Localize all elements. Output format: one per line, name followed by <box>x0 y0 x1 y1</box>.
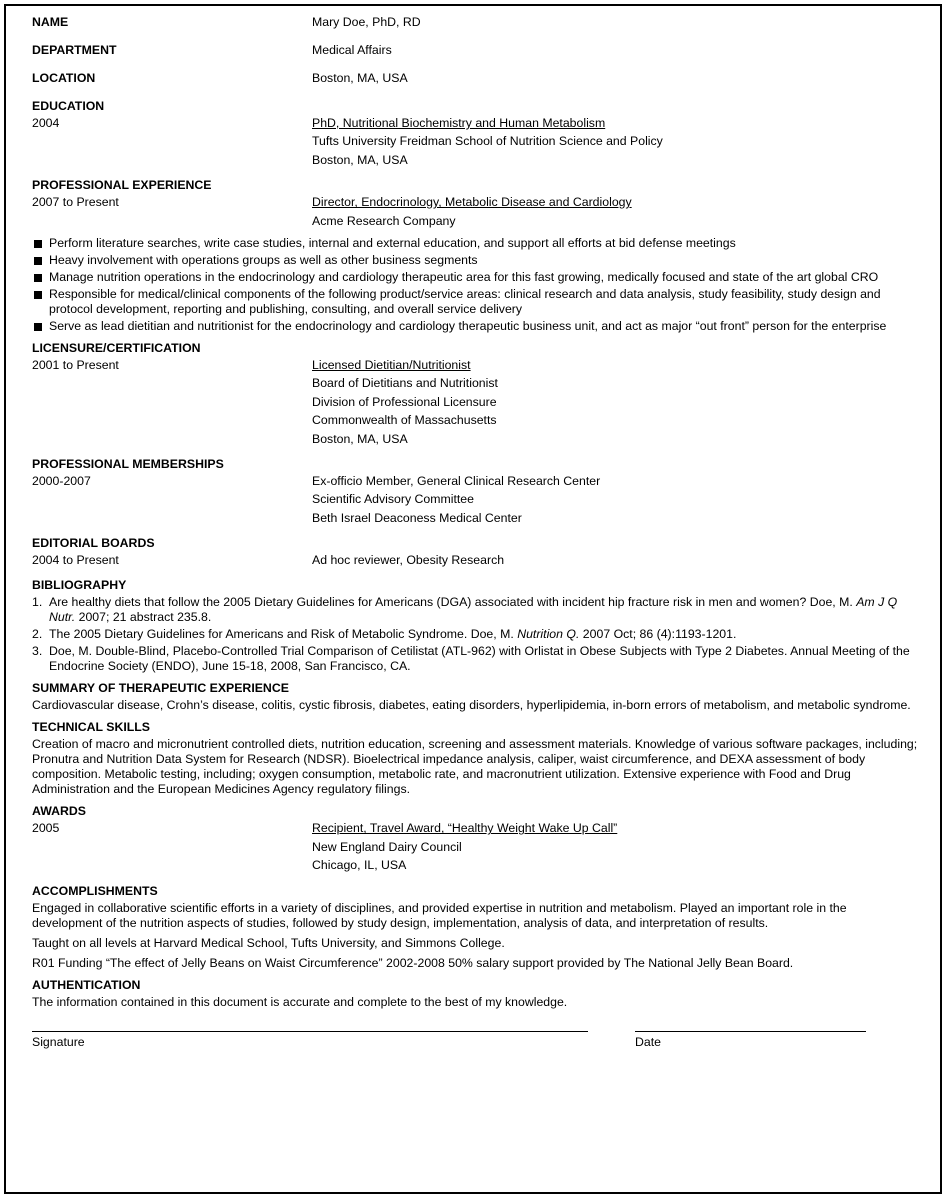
editorial-heading: EDITORIAL BOARDS <box>32 536 155 551</box>
authentication-text: The information contained in this document is accurate and complete to the best of my knowledge. <box>32 994 568 1009</box>
skills-heading: TECHNICAL SKILLS <box>32 720 150 735</box>
authentication-section <box>32 978 918 1063</box>
name-value: Mary Doe, PhD, RD <box>312 15 421 29</box>
memberships-section <box>32 457 918 529</box>
education-degree: PhD, Nutritional Biochemistry and Human Metabolism <box>312 116 606 130</box>
licensure-line: Boston, MA, USA <box>312 431 408 446</box>
experience-title: Director, Endocrinology, Metabolic Disease and Cardiology <box>312 195 632 210</box>
awards-details <box>312 821 918 876</box>
editorial-details <box>312 553 918 571</box>
list-item <box>32 253 918 268</box>
experience-bullets <box>32 236 918 334</box>
bib-text: Doe, M. Double-Blind, Placebo-Controlled Trial Comparison of Cetilistat (ATL-962) with Orlistat in Obese Subjects with Type 2 Diabetes. Annual Meeting of the Endocrine Society (ENDO), June 15-18, 2008, San Francisco, CA. <box>49 644 910 674</box>
awards-line: Chicago, IL, USA <box>312 858 407 873</box>
memberships-details <box>312 474 918 529</box>
memberships-title: Ex-officio Member, General Clinical Research Center <box>312 473 601 488</box>
education-section <box>32 99 918 171</box>
name-label: NAME <box>32 15 69 29</box>
therapeutic-text: Cardiovascular disease, Crohn’s disease, colitis, cystic fibrosis, diabetes, eating disorders, hyperlipidemia, in-born errors of metabolism, and metabolic syndrome. <box>32 698 911 713</box>
awards-date: 2005 <box>32 821 60 836</box>
bib-text: Are healthy diets that follow the 2005 Dietary Guidelines for Americans (DGA) associated with incident hip fracture risk in men and women? Doe, M. <box>49 595 853 610</box>
bullet-text: Responsible for medical/clinical components of the following product/service areas: clinical research and data analysis, study feasibility, study design and protocol development, reporting and publishing, consulting, and overall service delivery <box>49 286 881 316</box>
list-item <box>32 627 918 642</box>
list-item <box>32 270 918 285</box>
bib-journal: Nutrition Q. <box>517 627 580 642</box>
accomplishment-paragraph: R01 Funding “The effect of Jelly Beans on Waist Circumference” 2002-2008 50% salary support provided by The National Jelly Bean Board. <box>32 955 794 970</box>
department-label: DEPARTMENT <box>32 43 117 57</box>
licensure-line: Division of Professional Licensure <box>312 394 497 409</box>
list-item <box>32 319 918 334</box>
experience-heading: PROFESSIONAL EXPERIENCE <box>32 178 212 193</box>
bullet-icon <box>34 240 42 248</box>
bib-number: 3. <box>32 644 43 659</box>
bibliography-heading: BIBLIOGRAPHY <box>32 578 127 593</box>
editorial-entry <box>32 553 918 571</box>
education-details <box>312 116 918 171</box>
licensure-line: Commonwealth of Massachusetts <box>312 413 497 428</box>
location-row <box>32 71 918 86</box>
bullet-text: Heavy involvement with operations groups as well as other business segments <box>49 252 478 267</box>
editorial-section <box>32 536 918 571</box>
bullet-text: Perform literature searches, write case studies, internal and external education, and support all efforts at bid defense meetings <box>49 235 736 250</box>
awards-heading: AWARDS <box>32 804 86 819</box>
education-location: Boston, MA, USA <box>312 152 408 167</box>
licensure-section <box>32 341 918 450</box>
experience-entry <box>32 195 918 232</box>
awards-title: Recipient, Travel Award, “Healthy Weight Wake Up Call” <box>312 821 618 836</box>
editorial-title: Ad hoc reviewer, Obesity Research <box>312 553 505 568</box>
education-heading: EDUCATION <box>32 99 105 113</box>
memberships-date: 2000-2007 <box>32 473 91 488</box>
education-entry <box>32 116 918 171</box>
licensure-details <box>312 358 918 450</box>
education-date: 2004 <box>32 116 60 130</box>
cv-content <box>6 6 918 1063</box>
education-school: Tufts University Freidman School of Nutrition Science and Policy <box>312 134 663 149</box>
experience-details <box>312 195 918 232</box>
licensure-heading: LICENSURE/CERTIFICATION <box>32 340 201 355</box>
bib-number: 1. <box>32 595 43 610</box>
bullet-icon <box>34 257 42 265</box>
department-row <box>32 43 918 58</box>
bullet-text: Manage nutrition operations in the endocrinology and cardiology therapeutic area for this fast growing, medically focused and state of the art global CRO <box>49 269 879 284</box>
bib-number: 2. <box>32 627 43 642</box>
signature-line[interactable] <box>32 1031 588 1032</box>
authentication-heading: AUTHENTICATION <box>32 977 141 992</box>
experience-date: 2007 to Present <box>32 195 119 210</box>
accomplishment-paragraph: Engaged in collaborative scientific efforts in a variety of disciplines, and provided expertise in nutrition and metabolism. Played an important role in the development of the nutrition aspects of studies, followed by study design, implementation, analysis of data, and interpretation of results. <box>32 900 847 930</box>
licensure-line: Board of Dietitians and Nutritionist <box>312 376 498 391</box>
cv-document <box>4 4 942 1194</box>
bullet-icon <box>34 323 42 331</box>
memberships-line: Beth Israel Deaconess Medical Center <box>312 510 522 525</box>
bib-citation: 2007 Oct; 86 (4):1193-1201. <box>582 627 737 642</box>
date-line[interactable] <box>635 1031 866 1032</box>
bibliography-section <box>32 578 918 674</box>
awards-line: New England Dairy Council <box>312 839 462 854</box>
licensure-entry <box>32 358 918 450</box>
skills-section <box>32 720 918 797</box>
list-item <box>32 644 918 674</box>
memberships-entry <box>32 474 918 529</box>
bullet-icon <box>34 291 42 299</box>
signature-label: Signature <box>32 1034 85 1049</box>
bibliography-list <box>32 595 918 674</box>
licensure-date: 2001 to Present <box>32 357 119 372</box>
memberships-heading: PROFESSIONAL MEMBERSHIPS <box>32 456 224 471</box>
therapeutic-section <box>32 681 918 713</box>
experience-company: Acme Research Company <box>312 213 456 228</box>
accomplishment-paragraph: Taught on all levels at Harvard Medical School, Tufts University, and Simmons College. <box>32 935 505 950</box>
date-label: Date <box>635 1034 661 1049</box>
therapeutic-heading: SUMMARY OF THERAPEUTIC EXPERIENCE <box>32 681 289 696</box>
experience-section <box>32 178 918 334</box>
location-value: Boston, MA, USA <box>312 71 408 85</box>
skills-text: Creation of macro and micronutrient controlled diets, nutrition education, screening and assessment materials. Knowledge of various software packages, including; Pronutra and Nutrition Data System for Research (NDSR). Bioelectrical impedance analysis, caliper, waist circumference, and DEXA assessment of body composition. Metabolic testing, including; oxygen consumption, metabolic rate, and macronutrient utilization. Extensive experience with Food and Drug Administration and the European Medicines Agency regulatory filings. <box>32 737 918 797</box>
bullet-icon <box>34 274 42 282</box>
bullet-text: Serve as lead dietitian and nutritionist for the endocrinology and cardiology therapeutic business unit, and act as major “out front” person for the enterprise <box>49 318 887 333</box>
list-item <box>32 595 918 625</box>
accomplishments-section <box>32 884 918 971</box>
bib-text: The 2005 Dietary Guidelines for Americans and Risk of Metabolic Syndrome. Doe, M. <box>49 627 514 642</box>
memberships-line: Scientific Advisory Committee <box>312 492 474 507</box>
department-value: Medical Affairs <box>312 43 392 57</box>
list-item <box>32 236 918 251</box>
editorial-date: 2004 to Present <box>32 553 119 568</box>
bib-citation: 2007; 21 abstract 235.8. <box>78 610 212 625</box>
name-row <box>32 15 918 30</box>
location-label: LOCATION <box>32 71 96 85</box>
list-item <box>32 287 918 317</box>
bib-journal: Am J Q Nutr. <box>49 595 898 625</box>
awards-entry <box>32 821 918 876</box>
accomplishments-heading: ACCOMPLISHMENTS <box>32 883 158 898</box>
licensure-title: Licensed Dietitian/Nutritionist <box>312 357 471 372</box>
signature-row <box>32 1023 918 1063</box>
awards-section <box>32 804 918 876</box>
